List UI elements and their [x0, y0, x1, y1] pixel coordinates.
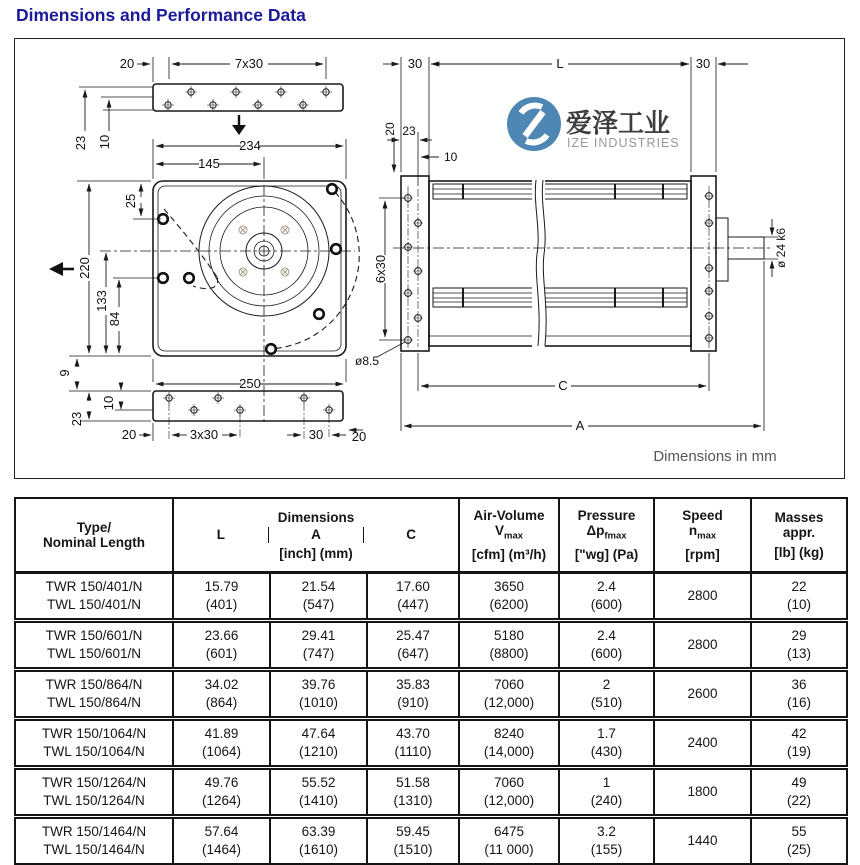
cell-air-volume: 7060 (12,000) [459, 670, 559, 719]
cell-type: TWR 150/601/N TWL 150/601/N [15, 621, 173, 670]
dim-20-side: 20 [383, 122, 397, 136]
cell-pressure: 1.7 (430) [559, 719, 654, 768]
header-air-symbol: $V_{max}$ [495, 523, 524, 542]
cell-air-volume: 5180 (8800) [459, 621, 559, 670]
airflow-left-arrow-icon [49, 262, 74, 276]
cell-masses: 36 (16) [751, 670, 847, 719]
table-row [15, 573, 847, 621]
dim-7x30-top: 7x30 [234, 56, 264, 71]
cell-type: TWR 150/1464/N TWL 150/1464/N [15, 817, 173, 865]
header-pressure-symbol: $\Delta p_{fmax}$ [586, 523, 627, 542]
header-pressure [559, 498, 654, 573]
table-row [15, 719, 847, 768]
cell-A: 55.52 (1410) [270, 768, 367, 817]
cell-type: TWR 150/1264/N TWL 150/1264/N [15, 768, 173, 817]
technical-drawing-panel [14, 38, 845, 479]
cell-L: 49.76 (1264) [173, 768, 270, 817]
cell-L: 34.02 (864) [173, 670, 270, 719]
header-speed-unit: [rpm] [685, 546, 720, 562]
header-air-unit: [cfm] (m³/h) [471, 546, 547, 562]
dimensions-note: Dimensions in mm [653, 448, 777, 465]
header-dimensions-group [173, 498, 459, 573]
dim-hole-diameter: ø8.5 [354, 354, 380, 368]
dim-25: 25 [123, 193, 138, 209]
dim-3x30: 3x30 [189, 427, 219, 442]
cell-masses: 55 (25) [751, 817, 847, 865]
cell-C: 17.60 (447) [367, 573, 459, 621]
dim-20-bottom-left: 20 [121, 427, 137, 442]
table-row [15, 670, 847, 719]
cell-pressure: 2.4 (600) [559, 621, 654, 670]
header-dimensions-title: Dimensions [277, 509, 355, 525]
cell-air-volume: 6475 (11 000) [459, 817, 559, 865]
header-type-line2: Nominal Length [43, 535, 145, 550]
cell-type: TWR 150/1064/N TWL 150/1064/N [15, 719, 173, 768]
cell-pressure: 2 (510) [559, 670, 654, 719]
dim-234: 234 [239, 138, 261, 153]
dim-23-top: 23 [73, 135, 88, 151]
dim-23-bottom: 23 [69, 411, 84, 427]
cell-L: 41.89 (1064) [173, 719, 270, 768]
cell-speed: 1800 [654, 768, 751, 817]
dim-L: L [556, 56, 564, 71]
dim-145: 145 [198, 156, 220, 171]
dim-10-top: 10 [97, 134, 112, 150]
cell-masses: 49 (22) [751, 768, 847, 817]
dim-C: C [558, 378, 568, 393]
dim-10-bottom: 10 [101, 395, 116, 411]
cell-masses: 22 (10) [751, 573, 847, 621]
performance-table [14, 497, 848, 865]
cell-C: 59.45 (1510) [367, 817, 459, 865]
page-title: Dimensions and Performance Data [16, 5, 306, 25]
header-type-line1: Type/ [76, 520, 112, 535]
cell-masses: 42 (19) [751, 719, 847, 768]
cell-L: 23.66 (601) [173, 621, 270, 670]
table-row [15, 768, 847, 817]
cell-A: 39.76 (1010) [270, 670, 367, 719]
cell-C: 51.58 (1310) [367, 768, 459, 817]
cell-A: 29.41 (747) [270, 621, 367, 670]
cell-A: 21.54 (547) [270, 573, 367, 621]
header-air-line1: Air-Volume [473, 508, 545, 524]
cell-type: TWR 150/401/N TWL 150/401/N [15, 573, 173, 621]
cell-air-volume: 3650 (6200) [459, 573, 559, 621]
cell-speed: 2800 [654, 573, 751, 621]
cell-C: 25.47 (647) [367, 621, 459, 670]
header-masses [751, 498, 847, 573]
header-dimensions-unit: [inch] (mm) [279, 545, 353, 561]
header-pressure-line1: Pressure [577, 508, 636, 524]
header-col-C: C [406, 527, 417, 542]
header-speed-line1: Speed [682, 508, 723, 524]
cell-speed: 2600 [654, 670, 751, 719]
header-col-L: L [216, 527, 225, 542]
watermark-en-text: IZE INDUSTRIES [567, 136, 680, 150]
cell-L: 57.64 (1464) [173, 817, 270, 865]
watermark-logo [507, 97, 680, 151]
header-masses-line1: Masses [774, 510, 824, 525]
header-type [15, 498, 173, 573]
down-arrow-icon [232, 115, 246, 135]
header-masses-unit: [lb] (kg) [774, 545, 824, 560]
dim-220: 220 [77, 257, 92, 279]
cell-pressure: 1 (240) [559, 768, 654, 817]
header-speed [654, 498, 751, 573]
cell-speed: 2800 [654, 621, 751, 670]
cell-masses: 29 (13) [751, 621, 847, 670]
cell-pressure: 3.2 (155) [559, 817, 654, 865]
cell-L: 15.79 (401) [173, 573, 270, 621]
header-row [15, 498, 847, 573]
header-speed-symbol: $n_{max}$ [688, 523, 717, 542]
dim-shaft-diameter: ø 24 k6 [774, 227, 788, 269]
header-pressure-unit: ["wg] (Pa) [574, 546, 639, 562]
dim-84: 84 [107, 311, 122, 327]
dim-20-top: 20 [119, 56, 135, 71]
dim-30-right: 30 [695, 56, 711, 71]
cell-speed: 1440 [654, 817, 751, 865]
cell-A: 47.64 (1210) [270, 719, 367, 768]
cell-speed: 2400 [654, 719, 751, 768]
header-col-A: A [311, 527, 321, 542]
cell-A: 63.39 (1610) [270, 817, 367, 865]
technical-drawing [15, 39, 844, 478]
dim-23-side: 23 [402, 124, 416, 138]
dim-9: 9 [57, 369, 72, 377]
cell-air-volume: 8240 (14,000) [459, 719, 559, 768]
watermark-cn-text: 爱泽工业 [566, 108, 671, 138]
header-dimensions-columns [174, 527, 458, 543]
dim-6x30: 6x30 [373, 254, 388, 284]
cell-pressure: 2.4 (600) [559, 573, 654, 621]
dim-250: 250 [239, 376, 261, 391]
table-row [15, 621, 847, 670]
cell-C: 43.70 (1110) [367, 719, 459, 768]
cell-air-volume: 7060 (12,000) [459, 768, 559, 817]
dim-133: 133 [94, 290, 109, 312]
cell-type: TWR 150/864/N TWL 150/864/N [15, 670, 173, 719]
header-masses-line2: appr. [782, 525, 816, 540]
dim-A: A [575, 418, 585, 433]
dim-30-left: 30 [407, 56, 423, 71]
cell-C: 35.83 (910) [367, 670, 459, 719]
dim-10-side: 10 [444, 150, 458, 164]
dim-30-bottom: 30 [308, 427, 324, 442]
front-view [49, 56, 366, 444]
dim-20-bottom-right: 20 [351, 429, 367, 444]
header-air-volume [459, 498, 559, 573]
